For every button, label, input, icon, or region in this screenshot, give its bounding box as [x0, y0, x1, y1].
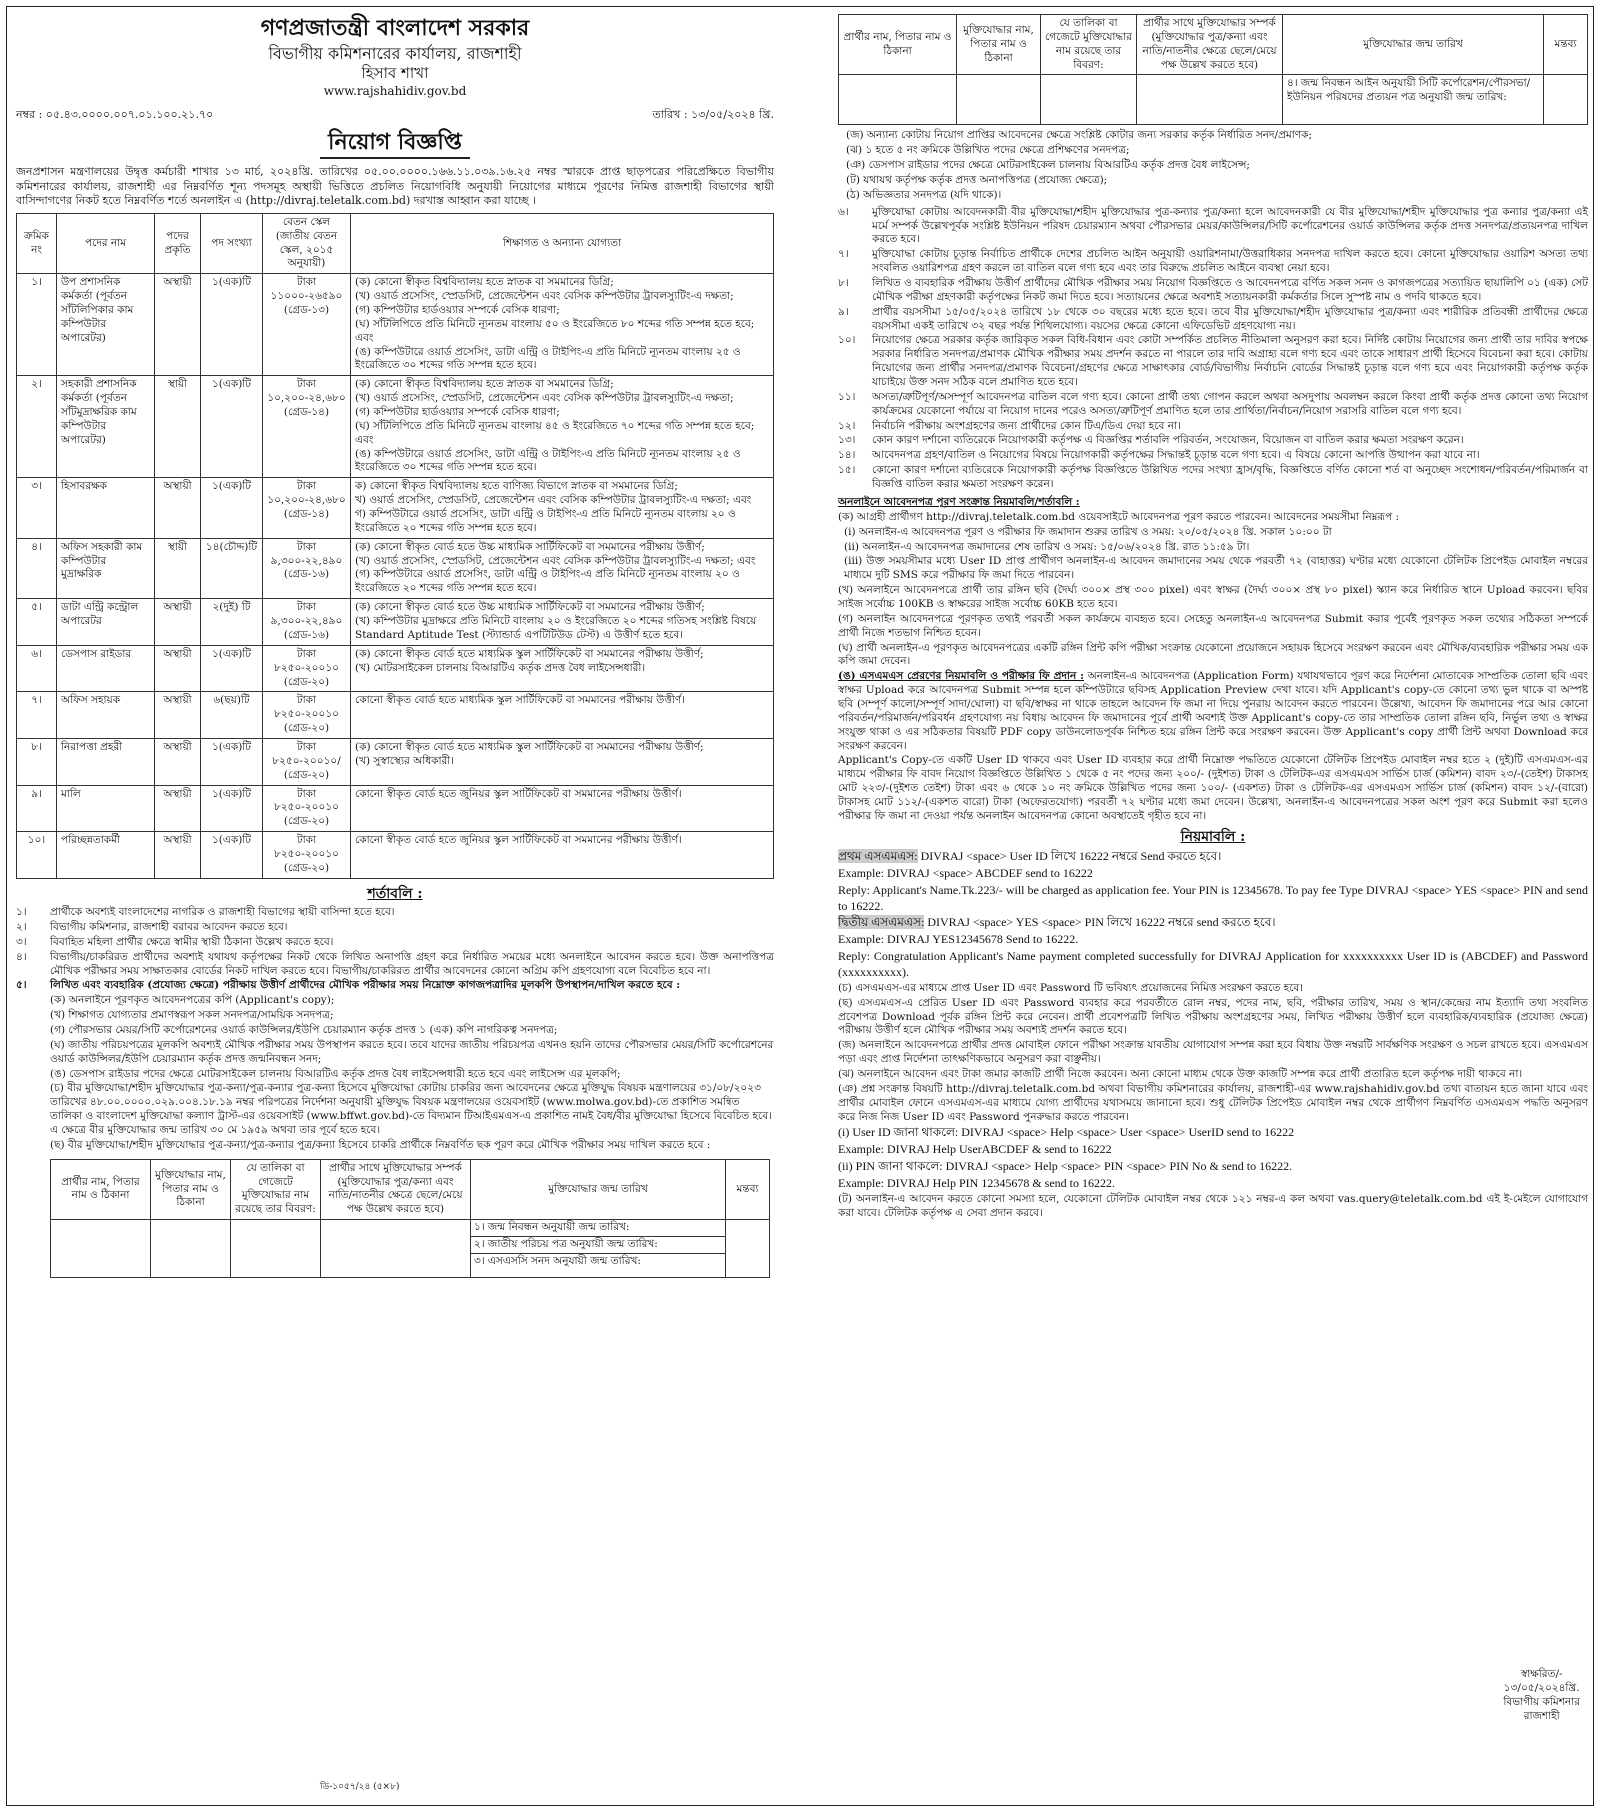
- condition-1: [16, 906, 774, 920]
- row-scale: টাকা ৮২৫০-২০০১০ (গ্রেড-২০): [263, 692, 351, 739]
- table-row: [17, 538, 774, 598]
- qualification-item: (খ) ওয়ার্ড প্রসেসিং, স্প্রেডসিট, প্রেজেন্টেশন এবং বেসিক কম্পিউটার ট্রাবলস্যুটিং-এ দক্ষতা; এবং: [355, 554, 756, 567]
- sub-item: (খ) শিক্ষাগত যোগ্যতার প্রমাণস্বরূপ সকল সনদপত্র/সাময়িক সনদপত্র;: [50, 1009, 334, 1022]
- qualification-item: (খ) মোটরসাইকেল চালনায় বিআরটিএ কর্তৃক প্রদত্ত বৈধ লাইসেন্সধারী।: [355, 661, 646, 674]
- rule-number: ৬।: [838, 205, 849, 218]
- first-sms-text: DIVRAJ <space> User ID লিখে 16222 নম্বরে Send করতে হবে।: [917, 849, 1222, 864]
- sms-example-2: Example: DIVRAJ YES12345678 Send to 16222.: [838, 932, 1079, 947]
- row-nature: অস্থায়ী: [155, 832, 201, 879]
- rule-text: লিখিত ও ব্যবহারিক পরীক্ষায় উত্তীর্ণ প্রার্থীদের মৌখিক পরীক্ষার সময় নিয়োগ বিজ্ঞপ্তিতে ও আবেদনপত্রে বর্ণিত সকল সনদ ও কাগজপত্রের সত্যায়িত ছায়ালিপি ০১ (এক) সেট মৌখিক পরীক্ষা গ্রহণকারী কর্তৃপক্ষের নিকট জমা দিতে হবে। সত্যায়নের ক্ষেত্রে অবশ্যই সত্যায়নকারী কর্মকর্তার সিলে সুস্পষ্ট নাম ও পদবি থাকতে হবে।: [872, 277, 1588, 303]
- rule-item: [838, 464, 1588, 492]
- dob-3: ৩। এসএসসি সনদ অনুযায়ী জন্ম তারিখ:: [474, 1254, 641, 1267]
- table-row: [17, 645, 774, 692]
- rule-text: কোনো কারণ দর্শানো ব্যতিরেকে নিয়োগকারী কর্তৃপক্ষ বিজ্ঞপ্তিতে উল্লিখিত পদের সংখ্যা হ্রাস/বৃদ্ধি, বিজ্ঞপ্তিতে বর্ণিত কোনো শর্ত বা অনুচ্ছেদ সংশোধন/পরিবর্তন/পরিমার্জন বা বিজ্ঞপ্তি বাতিল করার ক্ষমতা সংরক্ষণ করেন।: [872, 464, 1588, 491]
- posts-table: [16, 213, 774, 879]
- sub-item: (গ) পৌরসভার মেয়র/সিটি কর্পোরেশনের ওয়ার্ড কাউন্সিলর/ইউপি চেয়ারম্যান কর্তৃক প্রদত্ত ১ (এক) কপি নাগরিকত্ব সনদপত্র;: [50, 1024, 558, 1037]
- sub-item: (ট) যথাযথ কর্তৃপক্ষ কর্তৃক প্রদত্ত অনাপত্তিপত্র (প্রযোজ্য ক্ষেত্রে);: [846, 174, 1108, 187]
- row-nature: অস্থায়ী: [155, 692, 201, 739]
- row-nature: অস্থায়ী: [155, 478, 201, 538]
- table-row: [17, 785, 774, 832]
- row-scale: টাকা ৮২৫০-২০০১০ (গ্রেড-২০): [263, 832, 351, 879]
- condition-2: [16, 921, 774, 935]
- rule-number: ১০।: [838, 334, 856, 347]
- condition-5-sublist: [16, 994, 774, 1152]
- row-count: ১(এক)টি: [201, 785, 263, 832]
- rule-item: [838, 334, 1588, 389]
- table-row: [17, 692, 774, 739]
- online-e-title: (ঙ) এসএমএস প্রেরণের নিয়মাবলি ও পরীক্ষার ফি প্রদান :: [838, 670, 1085, 683]
- row-sl: ৫।: [17, 599, 57, 646]
- ff-col-relation: প্রার্থীর সাথে মুক্তিযোদ্ধার সম্পর্ক (মুক্তিযোদ্ধার পুত্র/কন্যা এবং নাতি/নাতনীর ক্ষেত্রে ছেলে/মেয়ে পক্ষ উল্লেখ করতে হবে): [321, 1159, 471, 1219]
- rule-item: [838, 248, 1588, 276]
- row-post-name: হিসাবরক্ষক: [57, 478, 155, 538]
- dob-1: ১। জন্ম নিবন্ধন অনুযায়ী জন্ম তারিখ:: [471, 1220, 725, 1237]
- row-scale: টাকা ৯,৩০০-২২,৪৯০ (গ্রেড-১৬): [263, 599, 351, 646]
- rule-number: ১৫।: [838, 464, 856, 477]
- condition-number: ৫।: [16, 979, 27, 992]
- intro-paragraph: জনপ্রশাসন মন্ত্রণালয়ের উদ্বৃত্ত কর্মচারী শাখার ১৩ মার্চ, ২০২৪খ্রি. তারিখের ০৫.০০.০০০০.১৬৬.১১.০৩৯.১৬.২৫ নম্বর স্মারকে প্রাপ্ত ছাড়পত্রের পরিপ্রেক্ষিতে বিভাগীয় কমিশনারের কার্যালয়, রাজশাহী এর নিম্নবর্ণিত শূন্য পদসমূহ অস্থায়ী ভিত্তিতে প্রচলিত নিয়োগবিধি অনুযায়ী নিয়োগের মাধ্যমে পূরণের নিমিত্ত রাজশাহী বিভাগের স্থায়ী বাসিন্দাগণের নিকট হতে নিম্নবর্ণিত শর্তে অনলাইন এ (http://divraj.teletalk.com.bd) দরখাস্ত আহ্বান করা যাচ্ছে ।: [16, 165, 774, 208]
- condition-text: বিভাগীয়/চাকরিরত প্রার্থীদের অবশ্যই যথাযথ কর্তৃপক্ষের নিকট থেকে লিখিত অনাপত্তি গ্রহণ করে নির্ধারিত সময়ের মধ্যে অনলাইনে আবেদন করতে হবে। উক্ত অনাপত্তিপত্র মৌখিক পরীক্ষার সময় সাক্ষাতকার বোর্ডের নিকট দাখিল করতে হবে। বিভাগীয়/চাকরিরত প্রার্থীর আবেদনের কোনো অগ্রিম কপি গ্রহণযোগ্য বলে বিবেচিত হবে না।: [50, 950, 774, 977]
- row-sl: ৪।: [17, 538, 57, 598]
- sub-item: (জ) অন্যান্য কোটায় নিয়োগ প্রাপ্তির আবেদনের ক্ষেত্রে সংশ্লিষ্ট কোটার জন্য সরকার কর্তৃক নির্ধারিত সনদ/প্রমাণক;: [846, 129, 1313, 142]
- row-count: ১(এক)টি: [201, 645, 263, 692]
- row-qualification: [351, 376, 774, 478]
- row-scale: টাকা ৮২৫০-২০০১০/ (গ্রেড-২০): [263, 738, 351, 785]
- qualification-item: (ঙ) কম্পিউটারে ওয়ার্ড প্রসেসিং, ডাটা এন্ট্রি ও টাইপিং-এ প্রতি মিনিটে ন্যূনতম বাংলায় ২৫ ও ইংরেজিতে ৩০ শব্দের গতি সম্পন্ন হতে হবে।: [355, 447, 741, 474]
- rule-ny: (ঞ) প্রশ্ন সংক্রান্ত বিষয়টি http://divraj.teletalk.com.bd অথবা বিভাগীয় কমিশনারের কার্যালয়, রাজশাহী-এর www.rajshahidiv.gov.bd তথ্য বাতায়ন হতে জানা যাবে এবং প্রার্থীর মোবাইল ফোনে এসএমএস-এর মাধ্যমে যোগ্য প্রার্থীদের যথাসময়ে জানানো হবে। শুধু টেলিটক প্রিপেইড মোবাইল নম্বর থেকে প্রার্থীগণ নিম্নবর্ণিত এসএমএস পদ্ধতি অনুসরণ করে নিজ নিজ User ID এবং Password পুনরুদ্ধার করতে পারবেন।: [838, 1082, 1588, 1123]
- online-c: (গ) অনলাইন আবেদনপত্রে পূরণকৃত তথ্যই পরবর্তী সকল কার্যক্রমে ব্যবহৃত হবে। সেহেতু অনলাইন-এ আবেদনপত্র Submit করার পূর্বেই পূরণকৃত সকল তথ্যের সঠিকতা সম্পর্কে প্রার্থী নিজে শতভাগ নিশ্চিত হবেন।: [838, 612, 1588, 639]
- col-scale: বেতন স্কেল (জাতীয় বেতন স্কেল, ২০১৫ অনুযায়ী): [263, 213, 351, 273]
- rules-list: [838, 206, 1588, 492]
- ff-table-right: [838, 14, 1588, 125]
- website: www.rajshahidiv.gov.bd: [323, 83, 467, 98]
- recover-user: (i) User ID জানা থাকলে: DIVRAJ <space> Help <space> User <space> UserID send to 16222: [838, 1125, 1295, 1140]
- row-count: ১(এক)টি: [201, 478, 263, 538]
- sms-reply-1: Reply: Applicant's Name.Tk.223/- will be charged as application fee. Your PIN is 12345678. To pay fee Type DIVRAJ <space> YES <space> PIN and send to 16222.: [838, 882, 1588, 913]
- rule-number: ১৪।: [838, 449, 856, 462]
- row-qualification: [351, 832, 774, 879]
- ff-col-dob: মুক্তিযোদ্ধার জন্ম তারিখ: [471, 1159, 726, 1219]
- table-row: [17, 738, 774, 785]
- online-e-text: অনলাইন-এ আবেদনপত্র (Application Form) যথাযথভাবে পূরণ করে নির্দেশনা মোতাবেক সাম্প্রতিক তোলা ছবি এবং স্বাক্ষর Upload করে আবেদনপত্র Submit সম্পন্ন হলে কম্পিউটারে ছবিসহ Application Preview দেখা যাবে। যদি Applicant's copy-তে কোনো তথ্য ভুল থাকে বা অস্পষ্ট ছবি (সম্পূর্ণ কালো/সম্পূর্ণ সাদা/ঘোলা) বা ছবি/স্বাক্ষর না থাকে তাহলে আবেদন ফি জমা না দিয়ে পুনরায় আবেদন করতে পারবেন। উল্লেখ্য, আবেদন ফি জমাদানের পরে আর কোনো পরিবর্তন/পরিমার্জন/পরিবর্ধন গ্রহণযোগ্য নয় বিধায় আবেদন ফি জমাদানের পূর্বে প্রার্থী অবশ্যই উক্ত Applicant's copy-তে তার সাম্প্রতিক তোলা রঙ্গিন ছবি, নির্ভুল তথ্য ও স্বাক্ষর সংযুক্ত থাকা ও এর সঠিকতার বিষয়টি PDF copy ডাউনলোডপূর্বক নিশ্চিত হয়ে রঙ্গিন প্রিন্ট করে সংরক্ষণ করবেন। উক্ত Applicant's copy প্রার্থী প্রিন্ট অথবা Download করে সংরক্ষণ করবেন।: [838, 670, 1588, 752]
- row-sl: ৩।: [17, 478, 57, 538]
- rule-chh: (ছ) এসএমএস-এ প্রেরিত User ID এবং Password ব্যবহার করে পরবর্তীতে রোল নম্বর, পদের নাম, ছবি, পরীক্ষার তারিখ, সময় ও স্থান/কেন্দ্রের নাম ইত্যাদি তথ্য সংবলিত প্রবেশপত্র Download পূর্বক রঙ্গিন প্রিন্ট করে নেবেন। প্রার্থী প্রবেশপত্রটি লিখিত পরীক্ষায় অংশগ্রহণের সময়, লিখিত পরীক্ষায় উত্তীর্ণ হলে ব্যবহারিক/ব্যবহারিক (প্রযোজ্য ক্ষেত্রে) পরীক্ষায় উত্তীর্ণ হলে মৌখিক পরীক্ষার সময় অবশ্যই প্রদর্শন করতে হবে।: [838, 996, 1588, 1037]
- row-post-name: অফিস সহায়ক: [57, 692, 155, 739]
- condition-text: প্রার্থীকে অবশ্যই বাংলাদেশের নাগরিক ও রাজশাহী বিভাগের স্থায়ী বাসিন্দা হতে হবে।: [50, 906, 395, 919]
- online-title: অনলাইনে আবেদনপত্র পূরণ সংক্রান্ত নিয়মাবলি/শর্তাবলি :: [838, 495, 1080, 508]
- condition-text: বিবাহিত মহিলা প্রার্থীর ক্ষেত্রে স্বামীর স্থায়ী ঠিকানা উল্লেখ করতে হবে।: [50, 935, 334, 948]
- online-a2: (ii) অনলাইন-এ আবেদনপত্র জমাদানের শেষ তারিখ ও সময়: ১৫/০৬/২০২৪ খ্রি. রাত ১১:৫৯ টা।: [844, 540, 1250, 553]
- row-sl: ৬।: [17, 645, 57, 692]
- ff-col-ff: মুক্তিযোদ্ধার নাম, পিতার নাম ও ঠিকানা: [151, 1159, 231, 1219]
- sub-item: (ক) অনলাইনে পূরণকৃত আবেদনপত্রের কপি (Applicant's copy);: [50, 994, 335, 1007]
- rule-item: [838, 306, 1588, 334]
- condition-number: ৩।: [16, 935, 27, 948]
- qualification-item: (ক) কোনো স্বীকৃত বোর্ড হতে মাধ্যমিক স্কুল সার্টিফিকেট বা সমমানের পরীক্ষায় উত্তীর্ণ;: [355, 647, 704, 660]
- conditions-list: [16, 906, 774, 1153]
- row-post-name: ডাটা এন্ট্রি কন্ট্রোল অপারেটর: [57, 599, 155, 646]
- row-nature: অস্থায়ী: [155, 274, 201, 376]
- row-scale: টাকা ৯,৩০০-২২,৪৯০ (গ্রেড-১৬): [263, 538, 351, 598]
- rule-number: ৮।: [838, 277, 849, 290]
- ff-cell: [231, 1220, 321, 1278]
- qualification-item: (খ) ওয়ার্ড প্রসেসিং, স্প্রেডসিট, প্রেজেন্টেশন এবং বেসিক কম্পিউটার ট্রাবলস্যুটিং-এ দক্ষতা;: [355, 290, 734, 303]
- office-name: বিভাগীয় কমিশনারের কার্যালয়, রাজশাহী: [268, 44, 522, 64]
- online-f: Applicant's Copy-তে একটি User ID থাকবে এবং User ID ব্যবহার করে প্রার্থী নিম্নোক্ত পদ্ধতিতে যেকোনো টেলিটক প্রিপেইড মোবাইল নম্বর হতে ২ (দুই)টি এসএমএস-এর মাধ্যমে পরীক্ষার ফি বাবদ নিয়োগ বিজ্ঞপ্তিতে উল্লিখিত ১ থেকে ৫ নং পদের জন্য ২০০/- (দুইশত) টাকা ও টেলিটক-এর এসএমএস সার্ভিস চার্জ (কমিশন) বাবদ ২৩/-(তেইশ) টাকাসহ মোট ২২৩/-(দুইশত তেইশ) টাকা এবং ৬ থেকে ১০ নং ক্রমিকে উল্লিখিত পদের জন্য ১০০/- (একশত) টাকা ও টেলিটক-এর এসএমএস সার্ভিস চার্জ (কমিশন) বাবদ ১২/-(বারো) টাকাসহ মোট ১১২/-(একশত বারো) টাকা (অফেরতযোগ্য) পরবর্তী ৭২ ঘণ্টার মধ্যে জমা দেবেন। উল্লেখ্য, অনলাইন-এ আবেদনপত্রের সকল অংশ পূরণ করে Submit করা হলেও পরীক্ষার ফি জমা না দেওয়া পর্যন্ত অনলাইন আবেদনপত্র কোনো অবস্থাতেই গৃহীত হবে না।: [838, 754, 1588, 822]
- gov-name: গণপ্রজাতন্ত্রী বাংলাদেশ সরকার: [260, 15, 530, 41]
- dob-4: ৪। জন্ম নিবন্ধন আইন অনুযায়ী সিটি কর্পোরেশন/পৌরসভা/ইউনিয়ন পরিষদের প্রত্যয়ন পত্র অনুযায়ী জন্ম তারিখ:: [1283, 75, 1544, 125]
- sub-item: (ঝ) ১ হতে ৫ নং ক্রমিকে উল্লিখিত পদের ক্ষেত্রে প্রশিক্ষণের সনদপত্র;: [846, 144, 1130, 157]
- online-e: [838, 670, 1588, 753]
- ff-cell: [1544, 75, 1588, 125]
- rule-number: ৭।: [838, 248, 849, 261]
- qualification-item: (ঙ) কম্পিউটারে ওয়ার্ড প্রসেসিং, ডাটা এন্ট্রি ও টাইপিং-এ প্রতি মিনিটে ন্যূনতম বাংলায় ২৫ ও ইংরেজিতে ৩০ শব্দের গতি সম্পন্ন হতে হবে।: [355, 345, 741, 372]
- rule-j: (জ) অনলাইনে আবেদনপত্রে প্রার্থীর প্রদত্ত মোবাইল ফোনে পরীক্ষা সংক্রান্ত যাবতীয় যোগাযোগ সম্পন্ন করা হবে বিধায় উক্ত নম্বরটি সার্বক্ষণিক সংরক্ষণ ও সচল রাখতে হবে। এসএমএস পড়া এবং প্রাপ্ত নির্দেশনা তাৎক্ষণিকভাবে অনুসরণ করা বাঞ্ছনীয়।: [838, 1039, 1588, 1066]
- sub-item: (চ) বীর মুক্তিযোদ্ধা/শহীদ মুক্তিযোদ্ধার পুত্র-কন্যা/পুত্র-কন্যার পুত্র-কন্যা হিসেবে মুক্তিযোদ্ধা কোটায় চাকরির জন্য আবেদনের ক্ষেত্রে মুক্তিযুদ্ধ বিষয়ক মন্ত্রণালয়ের ৩১/০৮/২০২৩ তারিখের ৪৮.০০.০০০০.০২৯.০০৪.১৮.১৯ নম্বর পরিপত্রের নির্দেশনা অনুযায়ী মুক্তিযুদ্ধ বিষয়ক মন্ত্রণালয়ের ওয়েবসাইট (www.molwa.gov.bd)-তে প্রকাশিত সমন্বিত তালিকা ও বাংলাদেশ মুক্তিযোদ্ধা কল্যাণ ট্রাস্ট-এর ওয়েবসাইট (www.bffwt.gov.bd)-তে বিদ্যমান টিআইএমএস-এ প্রকাশিত নামই বৈধ/বীর মুক্তিযোদ্ধা হিসেবে বিবেচিত হবে। এ ক্ষেত্রে বীর মুক্তিযোদ্ধার জন্ম তারিখ ৩০ মে ১৯৫৯ অথবা তার পূর্বে হতে হবে।: [50, 1082, 772, 1137]
- ff-cell: [51, 1220, 151, 1278]
- col-qual: শিক্ষাগত ও অন্যান্য যোগ্যতা: [351, 213, 774, 273]
- qualification-item: (গ) কম্পিউটারে ওয়ার্ড প্রসেসিং, ডাটা এন্ট্রি ও টাইপিং-এ প্রতি মিনিটে ন্যূনতম বাংলায় ২০ ও ইংরেজিতে ২০ শব্দের গতি সম্পন্ন হতে হবে।: [355, 568, 740, 595]
- ff-col-relation: প্রার্থীর সাথে মুক্তিযোদ্ধার সম্পর্ক (মুক্তিযোদ্ধার পুত্র/কন্যা এবং নাতি/নাতনীর ক্ষেত্রে ছেলে/মেয়ে পক্ষ উল্লেখ করতে হবে): [1137, 15, 1283, 75]
- qualification-item: (খ) সুস্বাস্থ্যের অধিকারী।: [355, 754, 455, 767]
- condition-number: ২।: [16, 921, 27, 933]
- signer-designation: বিভাগীয় কমিশনার: [1503, 1695, 1580, 1708]
- ff-col-applicant: প্রার্থীর নাম, পিতার নাম ও ঠিকানা: [51, 1159, 151, 1219]
- row-nature: স্থায়ী: [155, 538, 201, 598]
- rule-number: ১১।: [838, 390, 856, 403]
- online-a1: (i) অনলাইন-এ আবেদনপত্র পূরণ ও পরীক্ষার ফি জমাদান শুরুর তারিখ ও সময়: ২০/০৫/২০২৪ খ্রি. সকাল ১০:০০ টা: [844, 525, 1332, 538]
- online-a: (ক) আগ্রহী প্রার্থীগণ http://divraj.teletalk.com.bd ওয়েবসাইটে আবেদনপত্র পূরণ করতে পারবেন। আবেদনের সময়সীমা নিম্নরূপ :: [838, 510, 1400, 523]
- ff-cell: [726, 1220, 770, 1278]
- rule-ch: (চ) এসএমএস-এর মাধ্যমে প্রাপ্ত User ID এবং Password টি ভবিষ্যৎ প্রয়োজনের নিমিত্ত সংরক্ষণ করতে হবে।: [838, 981, 1304, 994]
- ff-cell: [1041, 75, 1137, 125]
- row-nature: অস্থায়ী: [155, 785, 201, 832]
- row-count: ২(দুই) টি: [201, 599, 263, 646]
- notice-title: নিয়োগ বিজ্ঞপ্তি: [320, 128, 470, 159]
- table-row: [17, 274, 774, 376]
- memo-line: [16, 108, 774, 123]
- col-count: পদ সংখ্যা: [201, 213, 263, 273]
- col-sl: ক্রমিক নং: [17, 213, 57, 273]
- row-post-name: নিরাপত্তা প্রহরী: [57, 738, 155, 785]
- ff-col-remarks: মন্তব্য: [726, 1159, 770, 1219]
- row-sl: ৭।: [17, 692, 57, 739]
- col-nature: পদের প্রকৃতি: [155, 213, 201, 273]
- dob-2: ২। জাতীয় পরিচয় পত্র অনুযায়ী জন্ম তারিখ:: [471, 1237, 725, 1254]
- rule-text: মুক্তিযোদ্ধা কোটায় আবেদনকারী বীর মুক্তিযোদ্ধা/শহীদ মুক্তিযোদ্ধার পুত্র-কন্যার পুত্র/কন্যা হলে আবেদনকারী যে বীর মুক্তিযোদ্ধা/শহীদ মুক্তিযোদ্ধার পুত্র কন্যার পুত্র/কন্যা এই মর্মে সম্পর্ক উল্লেখপূর্বক সংশ্লিষ্ট ইউনিয়ন পরিষদ চেয়ারম্যান অথবা পৌরসভার মেয়র/কাউন্সিলর/সিটি কর্পোরেশনের ওয়ার্ড কাউন্সিলর কর্তৃক প্রদত্ত সনদপত্র/প্রত্যয়নপত্র দাখিল করতে হবে।: [872, 205, 1588, 246]
- row-scale: টাকা ১১০০০-২৬৫৯০ (গ্রেড-১৩): [263, 274, 351, 376]
- online-a3: (iii) উক্ত সময়সীমার মধ্যে User ID প্রাপ্ত প্রার্থীগণ অনলাইন-এ আবেদন জমাদানের সময় থেকে পরবর্তী ৭২ (বাহাত্তর) ঘণ্টার মধ্যে যেকোনো টেলিটক প্রিপেইড মোবাইল নম্বরের মাধ্যমে দুটি SMS করে পরীক্ষার ফি জমা দিতে পারবেন।: [844, 555, 1588, 582]
- table-row: [17, 599, 774, 646]
- signed-date: ১৩/০৫/২০২৪খ্রি.: [1503, 1681, 1580, 1694]
- row-qualification: [351, 692, 774, 739]
- row-nature: স্থায়ী: [155, 376, 201, 478]
- sms-first: [838, 849, 1588, 865]
- left-column: [16, 14, 774, 1278]
- rule-text: নির্বাচনি পরীক্ষায় অংশগ্রহণের জন্য প্রার্থীদের কোন টিএ/ডিএ দেয়া হবে না।: [872, 419, 1181, 432]
- recover-pin: (ii) PIN জানা থাকলে: DIVRAJ <space> Help <space> PIN <space> PIN No & send to 16222.: [838, 1159, 1293, 1174]
- rule-jh: (ঝ) অনলাইনে আবেদন এবং টাকা জমার কাজটি প্রার্থী নিজে করবেন। অন্য কোনো মাধ্যম থেকে উক্ত কাজটি সম্পন্ন করে প্রার্থী প্রতারিত হলে কর্তৃপক্ষ দায়ী থাকবে না।: [838, 1067, 1523, 1080]
- row-count: ৬(ছয়)টি: [201, 692, 263, 739]
- condition-5: [16, 979, 774, 993]
- condition-number: ৪।: [16, 950, 27, 963]
- sms-second: [838, 915, 1588, 931]
- qualification-item: গ) কম্পিউটারে ওয়ার্ড প্রসেসিং, ডাটা এন্ট্রি ও টাইপিং-এ প্রতি মিনিটে ন্যূনতম বাংলায় ২০ ও ইংরেজিতে ২০ শব্দের গতি সম্পন্ন হতে হবে।: [355, 508, 736, 534]
- ff-cell: [151, 1220, 231, 1278]
- table-row: [17, 478, 774, 538]
- ff-cell: [839, 75, 957, 125]
- online-b: (খ) অনলাইনে আবেদনপত্রে প্রার্থী তার রঙ্গিন ছবি (দৈর্ঘ্য ৩০০× প্রস্থ ৩০০ pixel) এবং স্বাক্ষর (দৈর্ঘ্য ৩০০× প্রস্থ ৮০ pixel) স্ক্যান করে নির্ধারিত স্থানে Upload করবেন। ছবির সাইজ সর্বোচ্চ 100KB ও স্বাক্ষরের সাইজ সর্বোচ্চ 60KB হতে হবে।: [838, 584, 1588, 610]
- row-post-name: ডেসপাস রাইডার: [57, 645, 155, 692]
- ff-table-left: [50, 1159, 770, 1278]
- qualification-item: খ) ওয়ার্ড প্রসেসিং, স্প্রেডসিট, প্রেজেন্টেশন এবং বেসিক কম্পিউটার ট্রাবলস্যুটিং-এ দক্ষতা; এবং: [355, 494, 752, 507]
- qualification-item: (ক) কোনো স্বীকৃত বোর্ড হতে উচ্চ মাধ্যমিক সার্টিফিকেট বা সমমানের পরীক্ষায় উত্তীর্ণ;: [355, 601, 705, 614]
- qualification-item: কোনো স্বীকৃত বোর্ড হতে জুনিয়র স্কুল সার্টিফিকেট বা সমমানের পরীক্ষায় উত্তীর্ণ।: [355, 834, 682, 847]
- sms-example-1: Example: DIVRAJ <space> ABCDEF send to 16222: [838, 865, 1093, 880]
- ff-col-gazette: যে তালিকা বা গেজেটে মুক্তিযোদ্ধার নাম রয়েছে তার বিবরণ:: [231, 1159, 321, 1219]
- rule-number: ১৩।: [838, 434, 856, 447]
- rule-item: [838, 434, 1588, 448]
- ff-cell: [321, 1220, 471, 1278]
- qualification-item: (ক) কোনো স্বীকৃত বোর্ড হতে মাধ্যমিক স্কুল সার্টিফিকেট বা সমমানের পরীক্ষায় উত্তীর্ণ;: [355, 740, 704, 753]
- qualification-item: (খ) কম্পিউটার মুদ্রাক্ষরে প্রতি মিনিটে বাংলায় ২০ ও ইংরেজিতে ২০ শব্দের গতিসহ সংশ্লিষ্ট বিষয়ে Standard Aptitude Test (স্ট্যান্ডার্ড এপটিটিউড টেস্ট) এ উত্তীর্ণ হতে হবে।: [355, 615, 757, 641]
- qualification-item: (গ) কম্পিউটার হার্ডওয়্যার সম্পর্কে বেসিক ধারণা;: [355, 406, 560, 419]
- rule-text: প্রার্থীর বয়সসীমা ১৫/০৫/২০২৪ তারিখে ১৮ থেকে ৩০ বছরের মধ্যে হতে হবে। তবে বীর মুক্তিযোদ্ধা/শহীদ মুক্তিযোদ্ধার পুত্র/কন্যা এবং শারীরিক প্রতিবন্ধী প্রার্থীদের ক্ষেত্রে বয়সসীমা একই তারিখে ৩২ বছর পর্যন্ত শিথিলযোগ্য। বয়সের ক্ষেত্রে কোনো এফিডেভিট গ্রহণযোগ্য নয়।: [872, 305, 1588, 332]
- row-scale: টাকা ৮২৫০-২০০১০ (গ্রেড-২০): [263, 785, 351, 832]
- row-post-name: সহকারী প্রশাসনিক কর্মকর্তা (পূর্বতন সাঁটমুদ্রাক্ষরিক কাম কম্পিউটার অপারেটর): [57, 376, 155, 478]
- sub-item: (ঠ) অভিজ্ঞতার সনদপত্র (যদি থাকে)।: [846, 188, 1002, 201]
- row-nature: অস্থায়ী: [155, 738, 201, 785]
- rule-number: ১২।: [838, 419, 856, 432]
- rule-item: [838, 206, 1588, 248]
- table-row: [17, 832, 774, 879]
- posts-table-body: [17, 274, 774, 878]
- row-count: ১(এক)টি: [201, 274, 263, 376]
- rule-text: নিয়োগের ক্ষেত্রে সরকার কর্তৃক জারিকৃত সকল বিধি-বিধান এবং কোটা সম্পর্কিত প্রচলিত নীতিমালা অনুসরণ করা হবে। নির্দিষ্ট কোটায় নিয়োগের জন্য প্রার্থী তার দাবির স্বপক্ষে সরকার নির্ধারিত সনদপত্র/প্রমাণক মৌখিক পরীক্ষার সময় প্রদর্শন করতে না পারলে তার দাবি অগ্রাহ্য বলে গণ্য হবে এবং তাকে সাধারণ প্রার্থী হিসেবে বিবেচনা করা হবে। কোটায় নিয়োগের জন্য প্রার্থীর সনদপত্র/প্রমাণক বিবেচনা/গ্রহণের ক্ষেত্রে সাক্ষাৎকার বোর্ড/বিভাগীয় নির্বাচনি বোর্ডের সিদ্ধান্তই চূড়ান্ত বলে গণ্য হবে এবং নিয়োগকারী কর্তৃপক্ষ কর্তৃক যাচাইয়ে উক্ত সনদ সঠিক বলে প্রমাণিত হতে হবে।: [872, 334, 1588, 389]
- ff-cell: [957, 75, 1041, 125]
- row-scale: টাকা ১০,২০০-২৪,৬৮০ (গ্রেড-১৪): [263, 376, 351, 478]
- row-sl: ২।: [17, 376, 57, 478]
- sub-item: (ঙ) ডেসপাস রাইডার পদের ক্ষেত্রে মোটরসাইকেল চালনায় বিআরটিএ কর্তৃক প্রদত্ত বৈধ লাইসেন্সধারী হতে হবে এবং লাইসেন্স এর মূলকপি;: [50, 1067, 621, 1080]
- conditions-title: শর্তাবলি :: [367, 885, 423, 902]
- rule-item: [838, 277, 1588, 305]
- rule-text: অসত্য/ত্রুটিপূর্ণ/অসম্পূর্ণ আবেদনপত্র বাতিল বলে গণ্য হবে। কোনো প্রার্থী তথ্য গোপন করলে অথবা অসদুপায় অবলম্বন করলে কিংবা প্রার্থী কর্তৃক প্রদত্ত কোনো তথ্য নিয়োগ কার্যক্রমের যেকোনো পর্যায়ে বা নিয়োগ দানের পরেও অসত্য/ত্রুটিপূর্ণ প্রমাণিত হলে তার প্রার্থিতা/নির্বাচন/নিয়োগ সরাসরি বাতিল বলে গণ্য হবে।: [872, 390, 1588, 417]
- ff-cell: [1137, 75, 1283, 125]
- condition-number: ১।: [16, 906, 27, 919]
- ff-col-dob: মুক্তিযোদ্ধার জন্ম তারিখ: [1283, 15, 1544, 75]
- condition-text: বিভাগীয় কমিশনার, রাজশাহী বরাবর আবেদন করতে হবে।: [50, 921, 288, 933]
- row-sl: ৮।: [17, 738, 57, 785]
- sub-item: (ঘ) জাতীয় পরিচয়পত্রের মূলকপি অবশ্যই মৌখিক পরীক্ষার সময় উপস্থাপন করতে হবে। তবে যাদের জাতীয় পরিচয়পত্র এখনও হয়নি তাদের পৌরসভার মেয়র/সিটি কর্পোরেশনের ওয়ার্ড কাউন্সিলর/ইউপি চেয়ারম্যান কর্তৃক প্রদত্ত জন্মনিবন্ধন সনদ;: [50, 1038, 774, 1065]
- signed-label: স্বাক্ষরিত/-: [1520, 1668, 1563, 1680]
- rule-t: (ট) অনলাইন-এ আবেদন করতে কোনো সমস্যা হলে, যেকোনো টেলিটক মোবাইল নম্বর থেকে ১২১ নম্বর-এ কল অথবা vas.query@teletalk.com.bd এই ই-মেইলে যোগাযোগ করা যাবে। টেলিটক কর্তৃপক্ষ এ সেবা প্রদান করবে।: [838, 1192, 1588, 1219]
- row-sl: ১।: [17, 274, 57, 376]
- row-post-name: অফিস সহকারী কাম কম্পিউটার মুদ্রাক্ষরিক: [57, 538, 155, 598]
- row-qualification: [351, 599, 774, 646]
- rule-item: [838, 420, 1588, 434]
- row-post-name: উপ প্রশাসনিক কর্মকর্তা (পূর্বতন সাঁটলিপিকার কাম কম্পিউটার অপারেটর): [57, 274, 155, 376]
- ff-col-remarks: মন্তব্য: [1544, 15, 1588, 75]
- table-row: [17, 376, 774, 478]
- row-sl: ১০।: [17, 832, 57, 879]
- row-post-name: মালি: [57, 785, 155, 832]
- row-qualification: [351, 645, 774, 692]
- row-scale: টাকা ৮২৫০-২০০১০ (গ্রেড-২০): [263, 645, 351, 692]
- qualification-item: (ক) কোনো স্বীকৃত বিশ্ববিদ্যালয় হতে স্নাতক বা সমমানের ডিগ্রি;: [355, 378, 614, 391]
- ff-col-applicant: প্রার্থীর নাম, পিতার নাম ও ঠিকানা: [839, 15, 957, 75]
- qualification-item: (ঘ) সাঁটলিপিতে প্রতি মিনিটে ন্যূনতম বাংলায় ৪৫ ও ইংরেজিতে ৭০ শব্দের গতি সম্পন্ন হতে হবে; এবং: [355, 419, 755, 446]
- rule-text: মুক্তিযোদ্ধা কোটায় চূড়ান্ত নির্বাচিত প্রার্থীকে দেশের প্রচলিত আইন অনুযায়ী ওয়ারিশনামা/উত্তরাধিকার সনদপত্র দাখিল করতে হবে। কোনো মুক্তিযোদ্ধার ওয়ারিশ অসত্য তথ্য সংবলিত ওয়ারিশপত্র গ্রহণ করলে তা বাতিল বলে গণ্য হবে এবং তার বিরুদ্ধে প্রচলিত আইনে ব্যবস্থা নেয়া হবে।: [872, 248, 1588, 275]
- letterhead: [16, 14, 774, 100]
- qualification-item: (ক) কোনো স্বীকৃত বিশ্ববিদ্যালয় হতে স্নাতক বা সমমানের ডিগ্রি;: [355, 276, 614, 289]
- print-code: ডি-১০৫৭/২৪ (৫×৮): [320, 1782, 400, 1792]
- sub-item: (ছ) বীর মুক্তিযোদ্ধা/শহীদ মুক্তিযোদ্ধার পুত্র-কন্যা/পুত্র-কন্যার পুত্র/কন্যা হিসেবে চাকরি প্রার্থীকে নিম্নবর্ণিত ছক পূরণ করে মৌখিক পরীক্ষার সময় দাখিল করতে হবে :: [50, 1138, 711, 1151]
- qualification-item: (ঘ) সাঁটলিপিতে প্রতি মিনিটে ন্যূনতম বাংলায় ৫০ ও ইংরেজিতে ৮০ শব্দের গতি সম্পন্ন হতে হবে; এবং: [355, 317, 755, 344]
- first-sms-tag: প্রথম এসএমএস:: [838, 849, 918, 864]
- qualification-item: কোনো স্বীকৃত বোর্ড হতে জুনিয়র স্কুল সার্টিফিকেট বা সমমানের পরীক্ষায় উত্তীর্ণ।: [355, 787, 682, 800]
- recover-pin-example: Example: DIVRAJ Help PIN 12345678 & send to 16222.: [838, 1175, 1115, 1190]
- row-count: ১(এক)টি: [201, 376, 263, 478]
- posts-table-header: [17, 213, 774, 273]
- qualification-item: ক) কোনো স্বীকৃত বিশ্ববিদ্যালয় হতে বাণিজ্য বিভাগে স্নাতক বা সমমানের ডিগ্রি;: [355, 480, 678, 493]
- row-count: ১(এক)টি: [201, 832, 263, 879]
- qualification-item: (খ) ওয়ার্ড প্রসেসিং, স্প্রেডসিট, প্রেজেন্টেশন এবং বেসিক কম্পিউটার ট্রাবলস্যুটিং-এ দক্ষতা;: [355, 392, 734, 405]
- row-qualification: [351, 785, 774, 832]
- rule-item: [838, 391, 1588, 419]
- rule-item: [838, 449, 1588, 463]
- row-post-name: পরিচ্ছন্নতাকর্মী: [57, 832, 155, 879]
- rule-text: কোন কারণ দর্শানো ব্যতিরেকে নিয়োগকারী কর্তৃপক্ষ এ বিজ্ঞপ্তির শর্তাবলি পরিবর্তন, সংযোজন, বিয়োজন বা বাতিল করার ক্ষমতা সংরক্ষণ করেন।: [872, 434, 1464, 447]
- row-qualification: [351, 274, 774, 376]
- row-nature: অস্থায়ী: [155, 599, 201, 646]
- signature-block: [1503, 1668, 1580, 1723]
- row-qualification: [351, 538, 774, 598]
- recover-user-example: Example: DIVRAJ Help UserABCDEF & send to 16222: [838, 1142, 1112, 1157]
- signer-place: রাজশাহী: [1523, 1709, 1560, 1722]
- condition-4: [16, 951, 774, 979]
- right-column: [838, 14, 1588, 1221]
- memo-number: নম্বর : ০৫.৪৩.০০০০.০০৭.০১.১০০.২১.৭০: [16, 107, 214, 121]
- condition-3: [16, 936, 774, 950]
- sms-reply-2: Reply: Congratulation Applicant's Name payment completed successfully for DIVRAJ Application for xxxxxxxxxx User ID is (ABCDEF) and Password (xxxxxxxxxx).: [838, 949, 1588, 979]
- row-qualification: [351, 738, 774, 785]
- condition-text: লিখিত এবং ব্যবহারিক (প্রযোজ্য ক্ষেত্রে) পরীক্ষায় উত্তীর্ণ প্রার্থীদের মৌখিক পরীক্ষার সময় নিম্নোক্ত কাগজপত্রাদির মূলকপি উপস্থাপন/দাখিল করতে হবে :: [50, 979, 681, 992]
- qualification-item: (গ) কম্পিউটার হার্ডওয়্যার সম্পর্কে বেসিক ধারণা;: [355, 304, 560, 317]
- row-sl: ৯।: [17, 785, 57, 832]
- online-d: (ঘ) প্রার্থী অনলাইন-এ পূরণকৃত আবেদনপত্রের একটি রঙ্গিন প্রিন্ট কপি পরীক্ষা সংক্রান্ত যেকোনো প্রয়োজনে সহায়ক হিসেবে সংরক্ষণ করবেন এবং মৌখিক/ব্যবহারিক পরীক্ষার সময় এক কপি জমা দেবেন।: [838, 641, 1588, 668]
- second-sms-text: DIVRAJ <space> YES <space> PIN লিখে 16222 নম্বরে send করতে হবে।: [924, 915, 1276, 930]
- qualification-item: কোনো স্বীকৃত বোর্ড হতে মাধ্যমিক স্কুল সার্টিফিকেট বা সমমানের পরীক্ষায় উত্তীর্ণ।: [355, 694, 685, 707]
- row-nature: অস্থায়ী: [155, 645, 201, 692]
- ff-col-gazette: যে তালিকা বা গেজেটে মুক্তিযোদ্ধার নাম রয়েছে তার বিবরণ:: [1041, 15, 1137, 75]
- rule-text: আবেদনপত্র গ্রহণ/বাতিল ও নিয়োগের বিষয়ে নিয়োগকারী কর্তৃপক্ষের সিদ্ধান্তই চূড়ান্ত বলে গণ্য হবে। এ বিষয়ে কোনো আপত্তি উত্থাপন করা যাবে না।: [872, 449, 1480, 462]
- row-count: ১৪(চৌদ্দ)টি: [201, 538, 263, 598]
- right-sublist: [838, 129, 1588, 202]
- row-qualification: [351, 478, 774, 538]
- rules-title: নিয়মাবলি :: [1180, 828, 1246, 845]
- row-scale: টাকা ১০,২০০-২৪,৬৮০ (গ্রেড-১৪): [263, 478, 351, 538]
- ff-col-ff: মুক্তিযোদ্ধার নাম, পিতার নাম ও ঠিকানা: [957, 15, 1041, 75]
- rule-number: ৯।: [838, 305, 849, 318]
- memo-date: তারিখ : ১৩/০৫/২০২৪ খ্রি.: [652, 107, 774, 121]
- branch-name: হিসাব শাখা: [361, 64, 429, 83]
- qualification-item: (ক) কোনো স্বীকৃত বোর্ড হতে উচ্চ মাধ্যমিক সার্টিফিকেট বা সমমানের পরীক্ষায় উত্তীর্ণ;: [355, 540, 705, 553]
- second-sms-tag: দ্বিতীয় এসএমএস:: [838, 915, 925, 930]
- sub-item: (ঞ) ডেসপাস রাইডার পদের ক্ষেত্রে মোটরসাইকেল চালনায় বিআরটিএ কর্তৃক প্রদত্ত বৈধ লাইসেন্স;: [846, 159, 1250, 172]
- col-post: পদের নাম: [57, 213, 155, 273]
- ff-dob-cell: [471, 1220, 726, 1278]
- row-count: ১(এক)টি: [201, 738, 263, 785]
